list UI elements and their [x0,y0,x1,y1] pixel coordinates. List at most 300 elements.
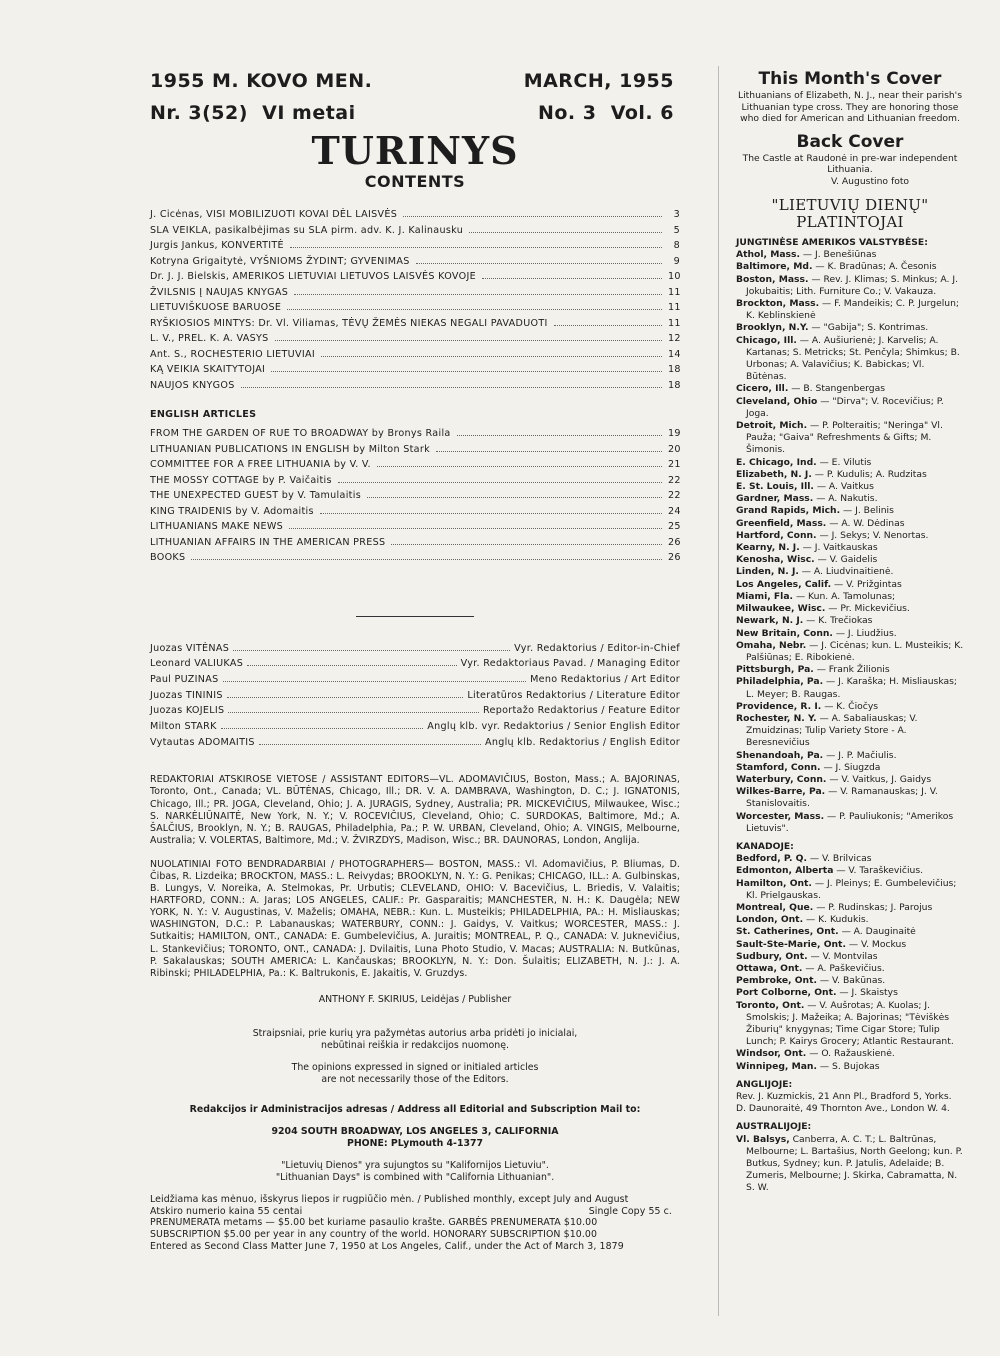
issue-date-lt: 1955 M. KOVO MEN. [150,70,373,92]
toc-leader [320,513,662,514]
distributor-entry [736,750,964,762]
distributors-title-line: "LIETUVIŲ DIENŲ" [771,196,929,214]
toc-title: THE MOSSY COTTAGE by P. Vaičaitis [150,474,332,486]
distributor-names: — A. Dauginaitė [841,926,916,938]
toc-title: LITHUANIANS MAKE NEWS [150,521,284,532]
distributor-city: Brockton, Mass. [736,298,820,310]
toc-page: 11 [668,286,681,298]
toc-leader [367,497,662,498]
distributor-city: Baltimore, Md. [736,261,813,273]
distributor-city: Miami, Fla. [736,590,794,602]
distributor-entry [736,457,964,469]
divider-rule [356,616,474,617]
disclaimer-en-line: are not necessarily those of the Editors. [321,1073,509,1085]
distributor-names: — Kun. A. Tamolunas; [795,590,896,602]
english-contents-list [150,428,680,568]
distributor-entry [736,396,964,420]
distributor-city: Detroit, Mich. [736,420,808,432]
distributor-city: St. Catherines, Ont. [736,926,839,938]
cover-heading: This Month's Cover [758,69,942,89]
pub-line: Entered as Second Class Matter June 7, 1950 at Los Angeles, Calif., under the Act of March 3, 1879 [150,1241,624,1252]
distributor-names: — J. Skaistys [839,987,898,999]
toc-entry [150,287,680,303]
distributor-names: — S. Bujokas [819,1060,880,1072]
distributor-names: — J. P. Mačiulis. [826,749,897,761]
toc-title: Dr. J. J. Bielskis, AMERIKOS LIETUVIAI LIETUVOS LAISVĖS KOVOJE [150,271,476,282]
toc-page: 25 [668,521,681,532]
distributor-entry [736,1000,964,1049]
photographers: NUOLATINIAI FOTO BENDRADARBIAI / PHOTOGRAPHERS— BOSTON, MASS.: Vl. Adomavičius, P. Bliumas, D. Čibas, R. Lizdeika; BROCKTON, MASS.: L. Reivydas; BROOKLYN, N. Y.: G. Penikas; CHICAGO, ILL.: A. Gulbinskas, B. Lungys, V. Noreika, A. Stelmokas, Pr. Urbutis; CLEVELAND, OHIO: V. Bacevičius, L. Briedis, V. Valaitis; HARTFORD, CONN.: A. Jaras; LOS ANGELES, CALIF.: Pr. Gasparaitis; MANCHESTER, N. H.: K. Daugėla; NEW YORK, N. Y.: V. Augustinas, V. Maželis; OMAHA, NEBR.: Kun. L. Musteikis; PHILADELPHIA, PA.: H. Misliauskas; WASHINGTON, D.C.: P. Labanauskas; WATERBURY, CONN.: J. Gaidys, V. Vaitkus; WORCESTER, MASS.: J. Sutkaitis; HAMILTON, ONT., CANADA: E. Gumbelevičius, A. Juraitis; MONTREAL, P. Q., CANADA: V. Juknevičius, L. Stankevičius; TORONTO, ONT., CANADA: J. Dvilaitis, Luna Photo Studio, V. Macas; AUSTRALIA: N. Butkūnas, P. Sakalauskas; SOUTH AMERICA: L. Kančauskas; BROOKLYN, N. Y.: Don. Šulaitis; ELIZABETH, N. J.: J. A. Ribinski; PHILADELPHIA, Pa.: K. Baltrukonis, E. Jakaitis, V. Gruzdys. [150,858,680,979]
toc-page: 26 [668,536,681,548]
toc-page: 18 [668,379,681,391]
toc-title: LITHUANIAN PUBLICATIONS IN ENGLISH by Milton Stark [150,443,430,455]
staff-leader [221,728,424,729]
distributor-city: Bedford, P. Q. [736,853,807,865]
pub-line [150,1206,680,1218]
distributor-names: — V. Gaidelis [817,554,878,566]
toc-title: LITHUANIAN AFFAIRS IN THE AMERICAN PRESS [150,536,386,548]
staff-leader [233,650,510,651]
distributor-entry [736,274,964,298]
distributor-entry [736,322,964,334]
side-column [736,68,964,1195]
distributor-city: Port Colborne, Ont. [736,987,837,999]
distributor-entry [736,786,964,810]
staff-list [150,643,680,753]
distributor-names: — V. Vaitkus, J. Gaidys [829,773,932,785]
toc-leader [338,482,662,483]
english-toc-entry [150,506,680,522]
distributor-entry [736,261,964,273]
distributor-entry [736,298,964,322]
staff-leader [227,697,464,698]
distributor-city: Providence, R. I. [736,700,822,712]
publisher-line: ANTHONY F. SKIRIUS, Leidėjas / Publisher [318,993,512,1005]
phone: PHONE: PLymouth 4-1377 [346,1137,484,1149]
distributor-names: — B. Stangenbergas [791,383,886,395]
toc-title: Ant. S., ROCHESTERIO LIETUVIAI [150,348,315,360]
distributor-names: — A. Vaitkus [816,481,874,493]
disclaimer-en-line: The opinions expressed in signed or initialed articles [291,1061,539,1073]
distributor-names: — K. Bradūnas; A. Česonis [815,261,937,273]
distributor-city: Rochester, N. Y. [736,712,817,724]
distributor-entry [736,481,964,493]
single-copy-lt: Atskiro numerio kaina 55 centai [150,1205,303,1217]
toc-leader [377,466,662,467]
distributor-names: — K. Kudukis. [805,914,869,926]
toc-leader [416,263,662,264]
distributor-entry [736,926,964,938]
toc-page: 3 [673,209,680,220]
distributor-names: — K. Čiočys [824,700,879,712]
distributor-entry [736,701,964,713]
toc-entry [150,240,680,256]
toc-title: Jurgis Jankus, KONVERTITĖ [150,240,284,251]
distributor-city: Chicago, Ill. [736,334,797,346]
toc-page: 11 [668,317,681,329]
page-subtitle: CONTENTS [364,172,466,191]
toc-page: 14 [668,348,681,360]
toc-title: KĄ VEIKIA SKAITYTOJAI [150,364,266,375]
distributor-names: — A. Aušiurienė; J. Karvelis; A. Kartanas; S. Metricks; St. Penčyla; Shimkus; B. Urbonas; A. Valavičius; K. Babickas; Vl. Būtėnas. [746,334,960,383]
single-copy-en: Single Copy 55 c. [588,1205,672,1217]
distributor-names: — K. Trečiokas [806,615,873,627]
toc-leader [436,451,662,452]
toc-page: 5 [673,224,680,236]
distributor-entry [736,963,964,975]
staff-entry [150,690,680,706]
issue-number-lt: Nr. 3(52) VI metai [150,102,356,124]
region-heading: KANADOJE: [736,840,794,852]
toc-entry [150,349,680,365]
distributor-names: — V. Brilvicas [809,853,872,865]
pub-line: Leidžiama kas mėnuo, išskyrus liepos ir rugpiūčio mėn. / Published monthly, except July and August [150,1193,629,1205]
distributor-entry [736,902,964,914]
toc-page: 21 [668,459,681,470]
toc-page: 11 [668,302,681,313]
distributor-names: — Frank Žilionis [816,664,890,676]
disclaimer-lt-line: Straipsniai, prie kurių yra pažymėtas autorius arba pridėti jo inicialai, [252,1027,578,1039]
english-articles-heading: ENGLISH ARTICLES [150,409,257,420]
toc-page: 20 [668,443,681,455]
english-toc-entry [150,552,680,568]
english-toc-entry [150,521,680,537]
toc-page: 22 [668,474,681,486]
distributor-city: Vl. Balsys, [736,1133,790,1145]
distributor-names: — O. Ražauskienė. [809,1048,895,1060]
distributor-city: Milwaukee, Wisc. [736,603,826,615]
distributor-names: Canberra, A. C. T.; L. Baltrūnas, Melbourne; L. Bartašius, North Geelong; kun. P. Butkus, Sydney; kun. P. Jatulis, Adelaide; B. Zumeris, Melbourne; J. Skirka, Cabramatta, N. S. W. [746,1133,963,1194]
distributor-city: Wilkes-Barre, Pa. [736,786,826,798]
distributor-city: Shenandoah, Pa. [736,749,824,761]
distributor-names: — "Gabija"; S. Kontrimas. [811,322,929,334]
toc-title: LIETUVIŠKUOSE BARUOSE [150,302,282,313]
distributor-city: Kenosha, Wisc. [736,554,815,566]
publication-info [150,1194,680,1253]
toc-page: 22 [668,490,681,501]
staff-role: Meno Redaktorius / Art Editor [530,673,680,685]
toc-entry [150,318,680,334]
staff-entry [150,721,680,737]
address: 9204 SOUTH BROADWAY, LOS ANGELES 3, CALIFORNIA [271,1125,559,1137]
region-heading: JUNGTINĖSE AMERIKOS VALSTYBĖSE: [736,237,928,248]
staff-name: Vytautas ADOMAITIS [150,736,255,748]
distributor-names: — F. Mandeikis; C. P. Jurgelun; K. Keblinskienė [746,298,960,322]
distributor-city: Brooklyn, N.Y. [736,322,809,334]
distributor-city: Ottawa, Ont. [736,962,803,974]
distributor-city: Edmonton, Alberta [736,865,834,877]
distributor-city: Montreal, Que. [736,901,814,913]
distributor-names: — J. Siugzda [823,761,881,773]
distributor-entry [736,469,964,481]
distributor-names: — V. Prižgintas [833,578,902,590]
distributor-city: Linden, N. J. [736,566,799,578]
distributor-city: London, Ont. [736,914,804,926]
distributor-city: Newark, N. J. [736,615,804,627]
distributor-names: — P. Pauliukonis; "Amerikos Lietuvis". [746,810,954,834]
toc-page: 18 [668,364,681,375]
distributor-entry [736,640,964,664]
distributors-list [736,237,964,1195]
issue-date-en: MARCH, 1955 [523,70,674,92]
distributor-names: — V. Taraškevičius. [836,865,924,877]
distributor-names: — V. Bakūnas. [819,975,886,987]
distributor-city: Worcester, Mass. [736,810,825,822]
toc-entry [150,333,680,349]
toc-title: SLA VEIKLA, pasikalbėjimas su SLA pirm. adv. K. J. Kalinausku [150,224,464,236]
distributor-entry [736,542,964,554]
distributor-entry [736,628,964,640]
toc-leader [271,371,662,372]
english-toc-entry [150,490,680,506]
toc-page: 9 [673,255,680,267]
pub-line: SUBSCRIPTION $5.00 per year in any country of the world. HONORARY SUBSCRIPTION $10.00 [150,1229,598,1241]
distributor-city: Grand Rapids, Mich. [736,505,841,517]
distributor-names: — P. Polteraitis; "Neringa" Vl. Pauža; "Gaiva" Refreshments & Gifts; M. Šimonis. [746,420,943,456]
toc-title: NAUJOS KNYGOS [150,379,235,391]
toc-entry [150,225,680,241]
toc-entry [150,256,680,272]
combined-lt: "Lietuvių Dienos" yra sujungtos su "Kalifornijos Lietuviu". [281,1159,549,1171]
staff-leader [247,665,456,666]
toc-title: ŽVILSNIS Į NAUJAS KNYGAS [150,286,289,298]
distributor-entry [736,951,964,963]
distributor-entry [736,987,964,999]
distributor-entry [736,1048,964,1060]
distributor-entry [736,939,964,951]
distributor-city: Kearny, N. J. [736,542,800,554]
staff-name: Juozas KOJELIS [150,705,225,717]
staff-name: Leonard VALIUKAS [150,658,244,670]
english-toc-entry [150,475,680,491]
toc-page: 8 [673,240,680,251]
distributor-entry [736,1103,964,1115]
staff-role: Vyr. Redaktorius / Editor-in-Chief [514,642,680,654]
distributor-city: Hartford, Conn. [736,529,817,541]
disclaimer-en [150,1062,680,1086]
assistant-editors: REDAKTORIAI ATSKIROSE VIETOSE / ASSISTANT EDITORS—VL. ADOMAVIČIUS, Boston, Mass.; A. BAJORINAS, Toronto, Ont., Canada; VL. BŪTĖNAS, Chicago, Ill.; DR. V. A. DAMBRAVA, Washington, D. C.; J. IGNATONIS, Chicago, Ill.; PR. JOGA, Cleveland, Ohio; J. A. JURAGIS, Sydney, Australia; PR. MICKEVIČIUS, Milwaukee, Wisc.; S. NARKĖLIŪNAITĖ, New York, N. Y.; V. ROCEVIČIUS, Cleveland, Ohio; C. SURDOKAS, Baltimore, Md.; A. ŠALČIUS, Brooklyn, N. Y.; B. RAUGAS, Philadelphia, Pa.; P. W. URBAN, Cleveland, Ohio; A. VINGIS, Melbourne, Australia; V. VOLERTAS, Baltimore, Md.; V. ŽVIRZDYS, Madison, Wisc.; BR. DAUNORAS, London, Anglija. [150,774,680,846]
staff-name: Paul PUZINAS [150,673,219,685]
distributor-city: Windsor, Ont. [736,1048,807,1060]
distributor-names: — A. Liudvinaitienė. [801,566,894,578]
staff-leader [228,712,479,713]
toc-leader [457,435,662,436]
distributor-city: E. St. Louis, Ill. [736,481,814,493]
staff-name: Juozas TININIS [150,689,223,701]
toc-entry [150,380,680,396]
distributor-city: Boston, Mass. [736,273,809,285]
distributor-names: — "Dirva"; V. Rocevičius; P. Joga. [746,395,944,419]
toc-title: J. Cicėnas, VISI MOBILIZUOTI KOVAI DĖL LAISVĖS [150,209,398,220]
staff-entry [150,658,680,674]
distributor-names: — V. Mockus [848,938,907,950]
distributor-names: — J. Liudžius. [835,627,897,639]
distributor-city: Cicero, Ill. [736,383,789,395]
combined-en: "Lithuanian Days" is combined with "California Lithuanian". [275,1171,555,1183]
distributor-entry [736,914,964,926]
staff-entry [150,737,680,753]
toc-leader [482,278,662,279]
distributor-names: — J. Sekys; V. Nenortas. [819,529,929,541]
distributor-names: — A. Paškevičius. [805,962,885,974]
distributor-city: New Britain, Conn. [736,627,833,639]
distributor-entry [736,1091,964,1103]
toc-leader [241,387,662,388]
distributor-names: — J. Cicėnas; kun. L. Musteikis; K. Palšiūnas; E. Ribokienė. [746,639,964,663]
distributor-entry [736,762,964,774]
distributor-entry [736,505,964,517]
toc-leader [275,340,662,341]
distributor-entry [736,615,964,627]
distributor-names: D. Daunoraitė, 49 Thornton Ave., London W. 4. [736,1103,950,1115]
toc-leader [290,247,662,248]
staff-entry [150,643,680,659]
distributor-entry [736,975,964,987]
toc-entry [150,364,680,380]
toc-page: 19 [668,428,681,439]
distributor-entry [736,579,964,591]
region-heading: AUSTRALIJOJE: [736,1121,812,1133]
distributor-city: Cleveland, Ohio [736,395,818,407]
back-cover-credit: V. Augustino foto [830,175,910,187]
distributor-names: — J. Karaška; H. Misliauskas; L. Meyer; B. Raugas. [746,676,958,700]
distributor-names: Rev. J. Kuzmickis, 21 Ann Pl., Bradford 5, Yorks. [736,1091,952,1103]
distributor-entry [736,713,964,750]
distributor-city: Hamilton, Ont. [736,877,812,889]
toc-title: RYŠKIOSIOS MINTYS: Dr. Vl. Viliamas, TĖVŲ ŽEMĖS NIEKAS NEGALI PAVADUOTI [150,317,548,329]
address-heading: Redakcijos ir Administracijos adresas / Address all Editorial and Subscription Mail to: [189,1103,641,1115]
distributor-entry [736,335,964,384]
toc-entry [150,302,680,318]
distributor-entry [736,811,964,835]
toc-leader [321,356,662,357]
distributor-city: Athol, Mass. [736,249,800,261]
distributor-names: — J. Belinis [843,505,894,517]
distributors-title [736,197,964,231]
toc-title: Kotryna Grigaitytė, VYŠNIOMS ŽYDINT; GYVENIMAS [150,255,410,267]
toc-leader [469,232,662,233]
staff-role: Literatūros Redaktorius / Literature Editor [467,689,680,701]
distributor-city: Pittsburgh, Pa. [736,664,814,676]
toc-title: KING TRAIDENIS by V. Adomaitis [150,505,314,517]
toc-page: 12 [668,333,681,344]
distributor-city: Sudbury, Ont. [736,950,808,962]
staff-role: Reportažo Redaktorius / Feature Editor [482,705,680,717]
distributor-entry [736,249,964,261]
staff-role: Anglų klb. vyr. Redaktorius / Senior English Editor [427,720,680,732]
toc-title: FROM THE GARDEN OF RUE TO BROADWAY by Bronys Raila [150,428,451,439]
distributor-city: Gardner, Mass. [736,493,814,505]
distributor-entry [736,774,964,786]
toc-leader [391,544,662,545]
distributor-entry [736,1061,964,1073]
english-toc-entry [150,444,680,460]
staff-leader [259,744,481,745]
staff-name: Milton STARK [150,720,217,732]
staff-role: Vyr. Redaktoriaus Pavad. / Managing Editor [460,658,680,670]
distributor-names: — Pr. Mickevičius. [828,603,910,615]
distributor-names: — J. Vaitkauskas [802,542,878,554]
toc-leader [403,216,662,217]
distributor-entry [736,420,964,457]
english-toc-entry [150,428,680,444]
distributor-names: — P. Kudulis; A. Rudzitas [814,468,927,480]
disclaimer-lt-line: nebūtinai reiškia ir redakcijos nuomonę. [321,1039,509,1051]
distributor-names: — V. Aušrotas; A. Kuolas; J. Smolskis; J. Mažeika; A. Bajorinas; "Tėviškės Žiburių" knygynas; Time Cigar Store; Tulip Lunch; P. Kairys Grocery; Atlantic Restaurant. [746,999,954,1048]
distributor-names: — P. Rudinskas; J. Parojus [816,901,933,913]
distributor-city: Pembroke, Ont. [736,975,817,987]
header-row-1 [150,70,680,92]
toc-title: BOOKS [150,552,186,563]
distributor-entry [736,554,964,566]
contents-list [150,209,680,395]
toc-title: THE UNEXPECTED GUEST by V. Tamulaitis [150,490,361,501]
distributor-city: Toronto, Ont. [736,999,805,1011]
distributor-names: — J. Pleinys; E. Gumbelevičius; Kl. Prielgauskas. [746,877,957,901]
distributor-entry [736,853,964,865]
distributor-entry [736,1134,964,1195]
toc-title: L. V., PREL. K. A. VASYS [150,333,269,344]
toc-leader [294,294,662,295]
distributor-names: — A. W. Dėdinas [829,517,905,529]
header-row-2 [150,102,680,124]
distributor-city: Los Angeles, Calif. [736,578,832,590]
distributor-city: Philadelphia, Pa. [736,676,824,688]
distributor-entry [736,676,964,700]
distributor-entry [736,865,964,877]
toc-page: 10 [668,271,681,282]
distributor-names: — E. Vilutis [819,456,872,468]
region-heading: ANGLIJOJE: [736,1078,793,1090]
english-toc-entry [150,537,680,553]
staff-name: Juozas VITĖNAS [150,642,230,654]
column-divider [718,66,719,1316]
distributor-names: — J. Benešiūnas [802,249,877,261]
distributor-names: — V. Ramanauskas; J. V. Stanislovaitis. [746,786,938,810]
cover-text: Lithuanians of Elizabeth, N. J., near their parish's Lithuanian type cross. They are honoring those who died for American and Lithuanian freedom. [737,90,962,124]
distributor-entry [736,664,964,676]
distributor-entry [736,530,964,542]
staff-entry [150,705,680,721]
issue-number-en: No. 3 Vol. 6 [537,102,674,124]
english-toc-entry [150,459,680,475]
toc-page: 24 [668,505,681,517]
distributor-entry [736,383,964,395]
staff-entry [150,674,680,690]
toc-title: COMMITTEE FOR A FREE LITHUANIA by V. V. [150,459,371,470]
distributor-names: — A. Sabaliauskas; V. Zmuidzinas; Tulip Variety Store - A. Beresnevičius [746,712,918,749]
staff-leader [223,681,527,682]
toc-entry [150,271,680,287]
distributor-city: Stamford, Conn. [736,761,821,773]
toc-leader [287,309,662,310]
distributor-entry [736,591,964,603]
distributor-city: Elizabeth, N. J. [736,468,812,480]
distributor-city: Sault-Ste-Marie, Ont. [736,938,846,950]
toc-page: 26 [668,552,681,563]
distributors-title-line: PLATINTOJAI [796,213,904,231]
distributor-entry [736,878,964,902]
toc-leader [191,559,662,560]
toc-leader [554,325,662,326]
pub-line: PRENUMERATA metams — $5.00 bet kuriame pasaulio krašte. GARBĖS PRENUMERATA $10.00 [150,1217,598,1229]
back-cover-heading: Back Cover [796,131,904,152]
disclaimer-lt [150,1028,680,1052]
staff-role: Anglų klb. Redaktorius / English Editor [484,736,680,748]
toc-entry [150,209,680,225]
main-column [150,70,680,1253]
distributor-entry [736,566,964,578]
